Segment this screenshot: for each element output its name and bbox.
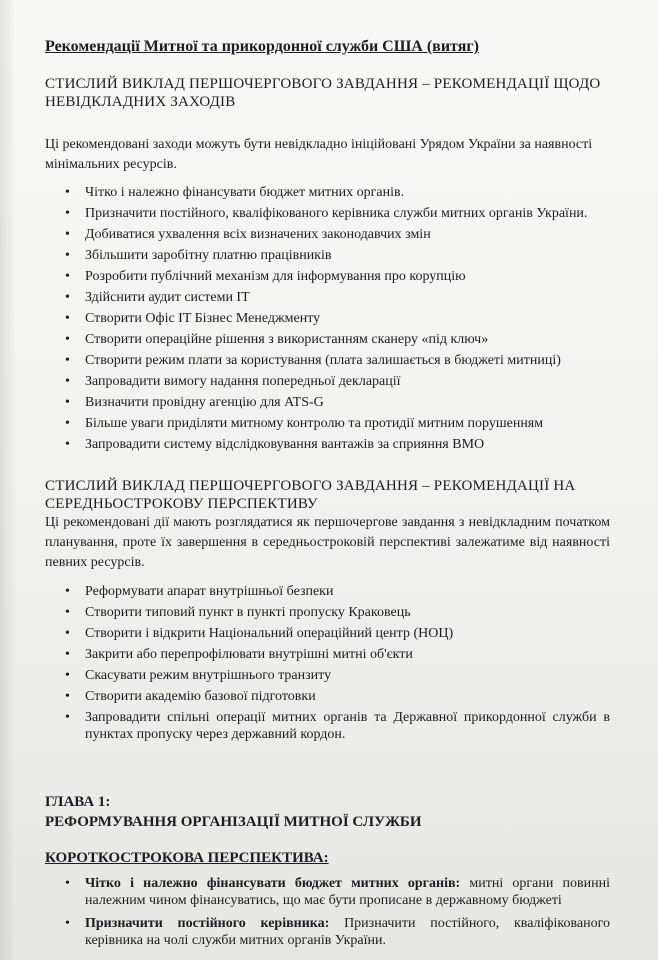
list-item: • Збільшити заробітну платню працівників [67, 248, 610, 264]
list-item-text: Призначити постійного, кваліфікованого керівника на чолі служби митних органів України. [85, 916, 610, 948]
list-item: • Здійснити аудит системи IT [67, 290, 610, 306]
chapter-list [45, 875, 610, 949]
section-medium-term [45, 477, 610, 743]
section-1-list [45, 185, 610, 453]
list-item: • Добиватися ухвалення всіх визначених законодавчих змін [67, 227, 610, 243]
list-item: • Створити режим плати за користування (плата залишається в бюджеті митниці) [67, 353, 610, 369]
list-item [67, 875, 610, 909]
list-item: • Чітко і належно фінансувати бюджет митних органів. [67, 185, 610, 201]
section-1-intro: Ці рекомендовані заходи можуть бути невідкладно ініційовані Урядом України за наявності мінімальних ресурсів. [45, 137, 593, 172]
list-item: • Запровадити вимогу надання попередньої декларації [67, 374, 610, 390]
chapter-title: РЕФОРМУВАННЯ ОРГАНІЗАЦІЇ МИТНОЇ СЛУЖБИ [45, 814, 422, 830]
section-immediate-measures [45, 75, 610, 453]
section-2-intro: Ці рекомендовані дії мають розглядатися як першочергове завдання з невідкладним початком планування, проте їх завершення в середньостроковій перспективі залежатиме від наявності певних ресурсів. [45, 515, 610, 570]
list-item: • Призначити постійного, кваліфікованого керівника служби митних органів України. [67, 206, 610, 222]
chapter-1 [45, 793, 610, 949]
list-item [67, 915, 610, 949]
list-item: • Створити операційне рішення з використанням сканеру «під ключ» [67, 332, 610, 348]
list-item: • Скасувати режим внутрішнього транзиту [67, 667, 610, 684]
list-item: • Більше уваги приділяти митному контролю та протидії митним порушенням [67, 416, 610, 432]
section-2-heading: СТИСЛИЙ ВИКЛАД ПЕРШОЧЕРГОВОГО ЗАВДАННЯ – РЕКОМЕНДАЦІЇ НА СЕРЕДНЬОСТРОКОВУ ПЕРСПЕКТИВУ [45, 478, 576, 512]
list-item: • Визначити провідну агенцію для ATS-G [67, 395, 610, 411]
list-item-lead: Чітко і належно фінансувати бюджет митних органів: [85, 876, 461, 891]
section-1-heading: СТИСЛИЙ ВИКЛАД ПЕРШОЧЕРГОВОГО ЗАВДАННЯ – РЕКОМЕНДАЦІЇ ЩОДО НЕВІДКЛАДНИХ ЗАХОДІВ [45, 76, 601, 110]
chapter-label: ГЛАВА 1: [45, 794, 111, 810]
list-item: • Запровадити систему відслідковування вантажів за сприяння ВМО [67, 437, 610, 453]
list-item: • Створити Офіс IT Бізнес Менеджменту [67, 311, 610, 327]
list-item-text: митні органи повинні належним чином фінансуватись, що має бути прописане в державному бюджеті [85, 876, 610, 908]
short-term-heading: КОРОТКОСТРОКОВА ПЕРСПЕКТИВА: [45, 850, 329, 866]
document-title: Рекомендації Митної та прикордонної служби США (витяг) [45, 38, 479, 55]
page-shadow [0, 0, 16, 960]
list-item: • Створити академію базової підготовки [67, 688, 610, 705]
list-item-lead: Призначити постійного керівника: [85, 916, 330, 931]
list-item: • Створити типовий пункт в пункті пропуску Краковець [67, 604, 610, 621]
list-item: • Створити і відкрити Національний операційний центр (НОЦ) [67, 625, 610, 642]
list-item: • Розробити публічний механізм для інформування про корупцію [67, 269, 610, 285]
list-item: • Реформувати апарат внутрішньої безпеки [67, 583, 610, 600]
list-item: • Закрити або перепрофілювати внутрішні митні об'єкти [67, 646, 610, 663]
list-item: • Запровадити спільні операції митних органів та Державної прикордонної служби в пунктах пропуску через державний кордон. [67, 709, 610, 743]
section-2-list [45, 583, 610, 743]
